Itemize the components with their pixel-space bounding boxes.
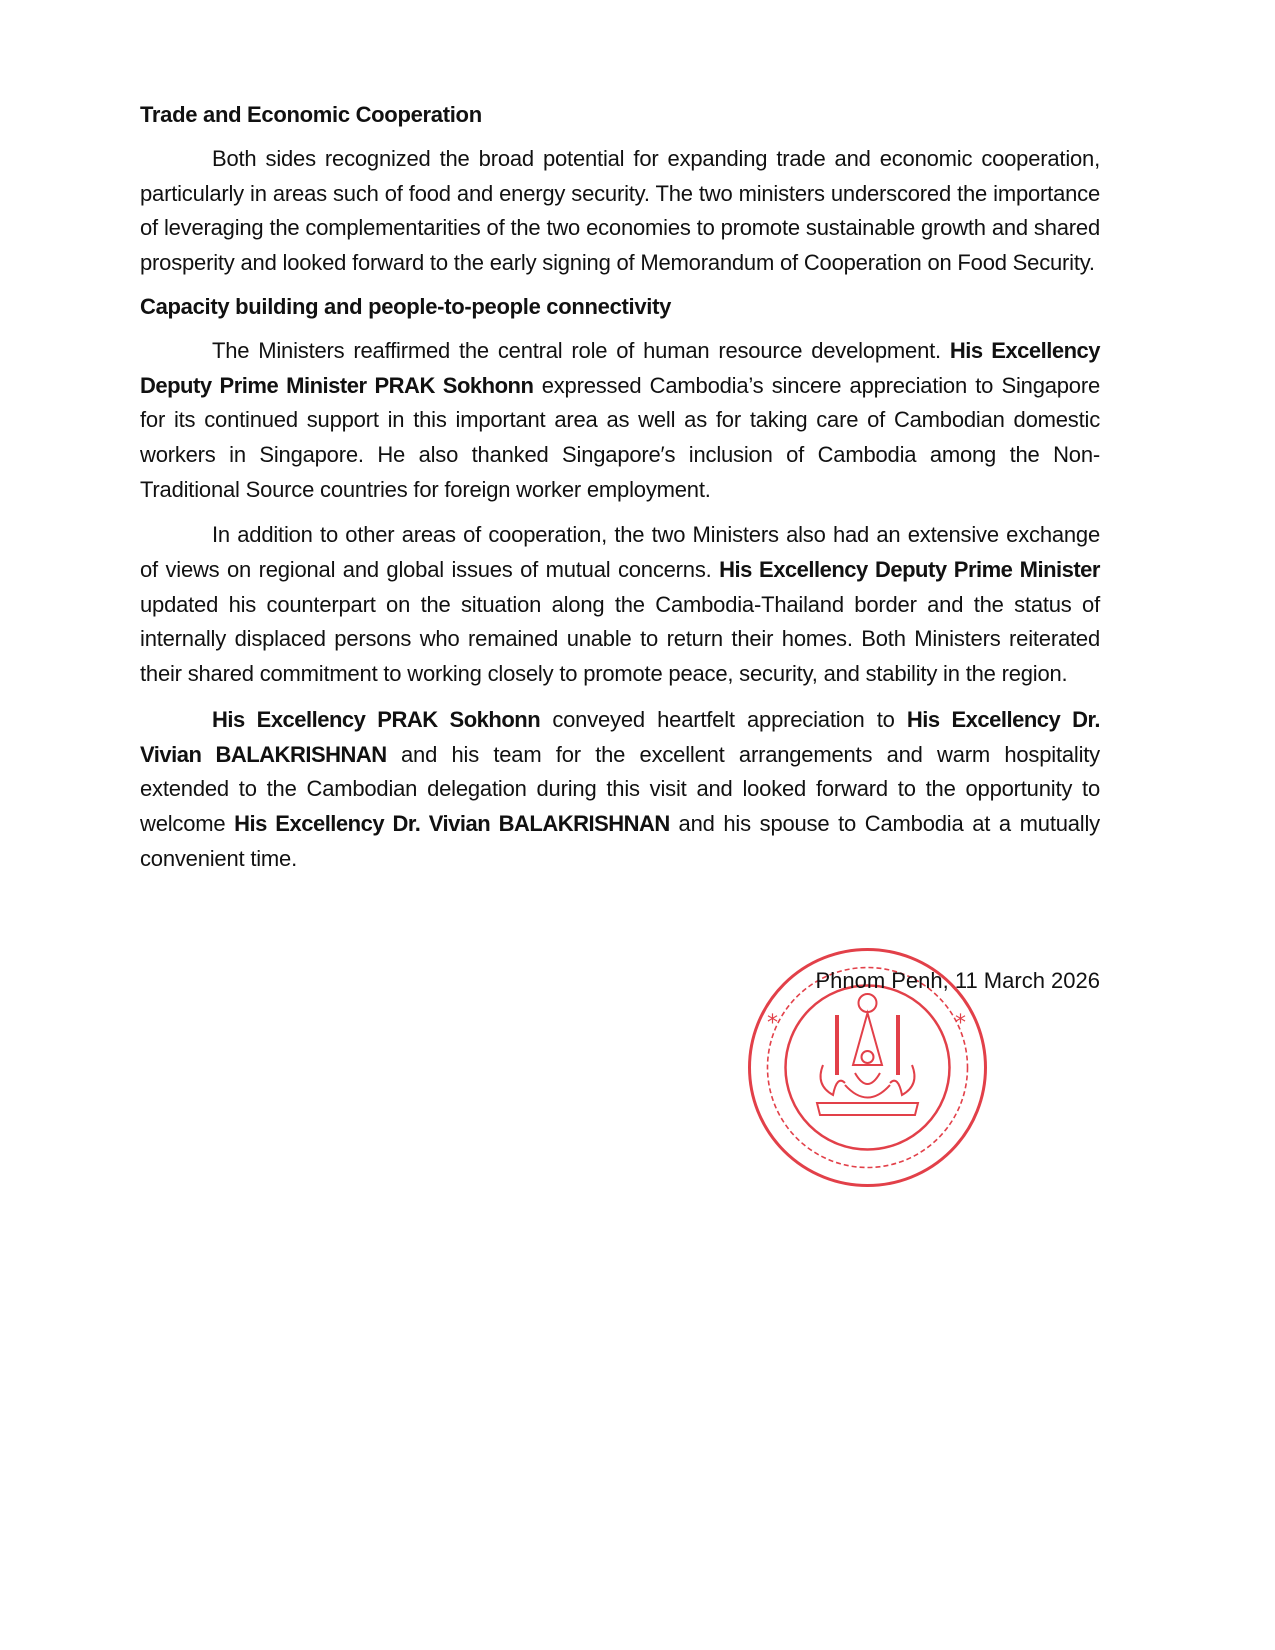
- text-run: expressed Cambodia’s sincere appreciation to Singapore for its continued support in this important area as well as for taking care of Cambodian domestic workers in Singapore. He also thanked Singapore′s inclusion of Cambodia among the Non-Traditional Source countries for foreign worker employment.: [140, 372, 1100, 502]
- text-run: conveyed heartfelt appreciation to: [540, 706, 907, 732]
- document-page: [140, 100, 1100, 993]
- seal-text-band: [768, 968, 968, 1168]
- paragraph-trade: [140, 142, 1100, 281]
- paragraph-appreciation: [140, 703, 1100, 877]
- bold-name-run: His Excellency Deputy Prime Minister: [719, 557, 1100, 583]
- seal-star-right: *: [955, 1011, 966, 1036]
- seal-star-left: *: [767, 1011, 778, 1036]
- bold-name-run: His Excellency PRAK Sokhonn: [212, 706, 541, 732]
- text-run: and his spouse to Cambodia at a mutually convenient time.: [140, 810, 1100, 871]
- text-run: Both sides recognized the broad potential for expanding trade and economic cooperation, particularly in areas such of food and energy security. The two ministers underscored the importance of leveraging the complementarities of the two economies to promote sustainable growth and shared prosperity and looked forward to the early signing of Memorandum of Cooperation on Food Security.: [140, 146, 1100, 276]
- paragraph-regional-issues: [140, 518, 1100, 692]
- text-run: updated his counterpart on the situation along the Cambodia-Thailand border and the status of internally displaced persons who remained unable to return their homes. Both Ministers reiterated their shared commitment to working closely to promote peace, security, and stability in the region.: [140, 591, 1100, 687]
- bold-name-run: His Excellency Dr. Vivian BALAKRISHNAN: [234, 810, 670, 836]
- signature-place-date: Phnom Penh, 11 March 2026: [815, 968, 1100, 993]
- section-heading-capacity: Capacity building and people-to-people connectivity: [140, 293, 672, 319]
- text-run: In addition to other areas of cooperation, the two Ministers also had an extensive exchange of views on regional and global issues of mutual concerns.: [140, 522, 1100, 583]
- section-heading-trade: Trade and Economic Cooperation: [140, 102, 482, 127]
- bold-name-run: His Excellency Dr. Vivian BALAKRISHNAN: [140, 706, 1100, 767]
- seal-emblem: [817, 994, 918, 1115]
- text-run: and his team for the excellent arrangements and warm hospitality extended to the Cambodian delegation during this visit and looked forward to the opportunity to welcome: [140, 741, 1100, 836]
- text-run: The Ministers reaffirmed the central role of human resource development.: [212, 337, 950, 363]
- bold-name-run: His Excellency Deputy Prime Minister PRAK Sokhonn: [140, 337, 1100, 398]
- paragraph-capacity-hrd: [140, 334, 1100, 508]
